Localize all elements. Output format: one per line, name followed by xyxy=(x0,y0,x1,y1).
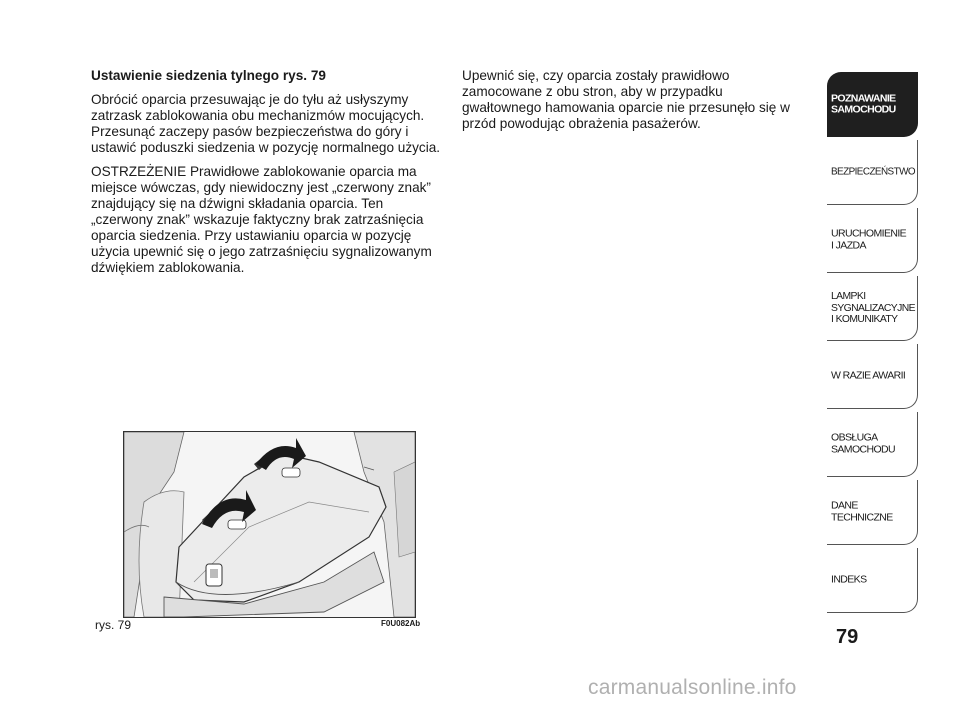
tab-label: INDEKS xyxy=(831,573,867,586)
tab-poznawanie-samochodu[interactable] xyxy=(827,72,918,137)
tab-label: OBSŁUGA SAMOCHODU xyxy=(831,431,896,455)
tab-indeks[interactable] xyxy=(827,548,918,613)
tab-obsluga-samochodu[interactable] xyxy=(827,412,918,477)
tab-w-razie-awarii[interactable] xyxy=(827,344,918,409)
tab-label: POZNAWANIE SAMOCHODU xyxy=(831,92,896,116)
tab-label: BEZPIECZEŃSTWO xyxy=(831,165,916,178)
page-number: 79 xyxy=(836,626,859,648)
figure-code: F0U082Ab xyxy=(381,619,421,628)
paragraph-check: Upewnić się, czy oparcia zostały prawidłowo zamocowane z obu stron, aby w przypadku gwałtownego hamowania oparcie nie przesunęło się w przód powodując obrażenia pasażerów. xyxy=(462,68,790,131)
paragraph-warning: OSTRZEŻENIE Prawidłowe zablokowanie oparcia ma miejsce wówczas, gdy niewidoczny jest „czerwony znak” znajdujący się na dźwigni składania oparcia. Ten „czerwony znak” wskazuje faktyczny brak zatrzaśnięcia oparcia siedzenia. Przy ustawianiu oparcia w pozycję użycia upewnić się o jego zatrzaśnięciu sygnalizowanym dźwiękiem zablokowania. xyxy=(91,164,432,275)
tab-label: DANE TECHNICZNE xyxy=(831,499,893,523)
figure-rear-seat xyxy=(123,431,416,618)
rear-seat-illustration xyxy=(124,432,415,617)
chapter-sidebar xyxy=(827,72,918,616)
section-heading: Ustawienie siedzenia tylnego rys. 79 xyxy=(91,68,326,83)
tab-label: URUCHOMIENIE I JAZDA xyxy=(831,227,907,251)
tab-label: LAMPKI SYGNALIZACYJNE I KOMUNIKATY xyxy=(831,289,915,325)
watermark: carmanualsonline.info xyxy=(588,676,797,699)
left-column xyxy=(91,68,447,284)
tab-lampki-sygnalizacyjne[interactable] xyxy=(827,276,918,341)
tab-dane-techniczne[interactable] xyxy=(827,480,918,545)
figure-caption: rys. 79 xyxy=(95,618,132,632)
paragraph-instructions: Obrócić oparcia przesuwając je do tyłu aż usłyszymy zatrzask zablokowania obu mechanizmów mocujących. Przesunąć zaczepy pasów bezpieczeństwa do góry i ustawić poduszki siedzenia w pozycję normalnego użycia. xyxy=(91,92,441,155)
tab-bezpieczenstwo[interactable] xyxy=(827,140,918,205)
tab-uruchomienie-i-jazda[interactable] xyxy=(827,208,918,273)
tab-label: W RAZIE AWARII xyxy=(831,369,906,382)
right-column xyxy=(462,68,792,140)
